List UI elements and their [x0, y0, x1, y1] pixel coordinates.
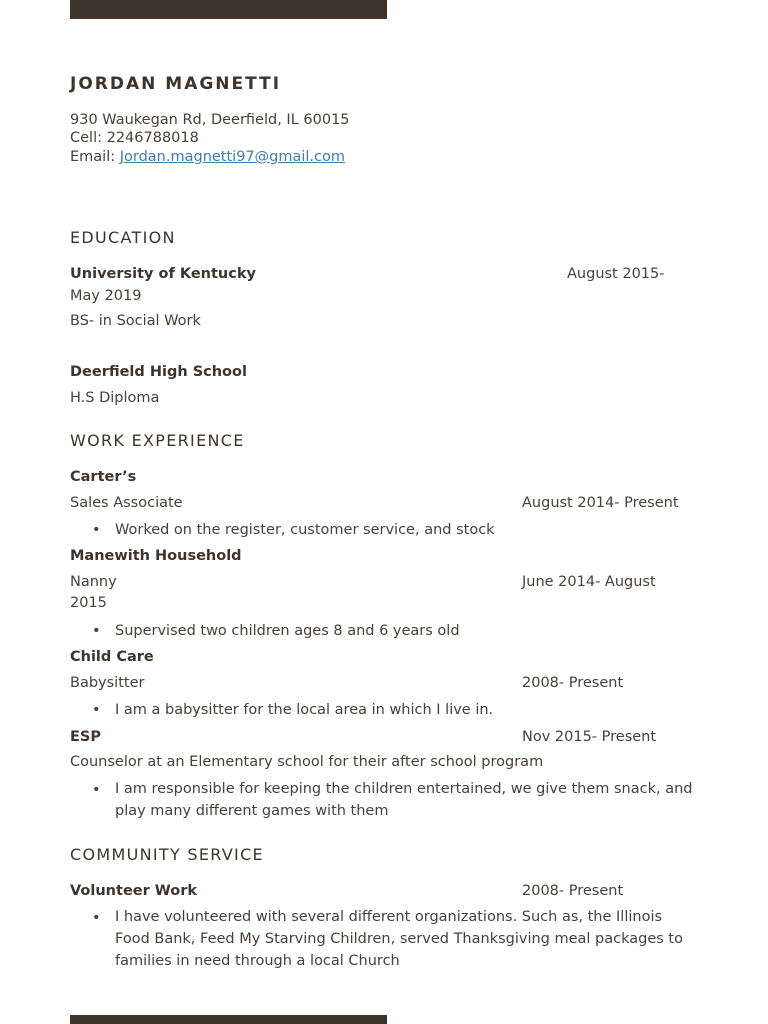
resume-name: JORDAN MAGNETTI — [70, 74, 282, 94]
work-experience-heading: WORK EXPERIENCE — [70, 431, 245, 450]
top-accent-bar — [70, 0, 387, 19]
bullet-dot: • — [92, 623, 101, 639]
employer-name: ESP — [70, 729, 101, 745]
job-date-continued: 2015 — [70, 595, 107, 611]
job-bullet: Worked on the register, customer service, and stock — [115, 522, 495, 538]
job-bullet: I am a babysitter for the local area in which I live in. — [115, 702, 494, 718]
school-name: University of Kentucky — [70, 266, 256, 282]
job-role: Counselor at an Elementary school for their after school program — [70, 754, 544, 770]
community-service-heading: COMMUNITY SERVICE — [70, 845, 264, 864]
job-bullet: Supervised two children ages 8 and 6 years old — [115, 623, 460, 639]
job-date: Nov 2015- Present — [522, 729, 657, 745]
email-line — [70, 148, 345, 166]
bullet-dot: • — [92, 702, 101, 718]
job-role: Sales Associate — [70, 495, 183, 511]
school-date-start: August 2015- — [567, 266, 665, 282]
job-date: August 2014- Present — [522, 495, 679, 511]
address-line: 930 Waukegan Rd, Deerfield, IL 60015 — [70, 112, 350, 128]
job-role: Nanny — [70, 574, 117, 590]
cell-line: Cell: 2246788018 — [70, 130, 199, 146]
employer-name: Manewith Household — [70, 548, 242, 564]
email-link[interactable]: Jordan.magnetti97@gmail.com — [119, 149, 346, 165]
job-date: 2008- Present — [522, 675, 624, 691]
volunteer-bullet: I have volunteered with several different organizations. Such as, the Illinois Food Bank, Feed My Starving Children, served Thanksgiving meal packages to families in need through a local Church — [115, 909, 683, 969]
volunteer-date: 2008- Present — [522, 883, 624, 899]
job-date: June 2014- August — [522, 574, 656, 590]
degree: H.S Diploma — [70, 390, 160, 406]
education-heading: EDUCATION — [70, 228, 176, 247]
employer-name: Carter’s — [70, 469, 137, 485]
email-label: Email: — [70, 149, 120, 165]
volunteer-org: Volunteer Work — [70, 883, 198, 899]
bullet-dot: • — [92, 782, 101, 798]
bullet-dot: • — [92, 522, 101, 538]
job-role: Babysitter — [70, 675, 145, 691]
employer-name: Child Care — [70, 649, 154, 665]
degree: BS- in Social Work — [70, 313, 201, 329]
school-name: Deerfield High School — [70, 364, 247, 380]
bottom-accent-bar — [70, 1015, 387, 1024]
job-bullet: I am responsible for keeping the children entertained, we give them snack, and play many different games with them — [115, 781, 693, 819]
bullet-dot: • — [92, 910, 101, 926]
school-date-end: May 2019 — [70, 288, 142, 304]
